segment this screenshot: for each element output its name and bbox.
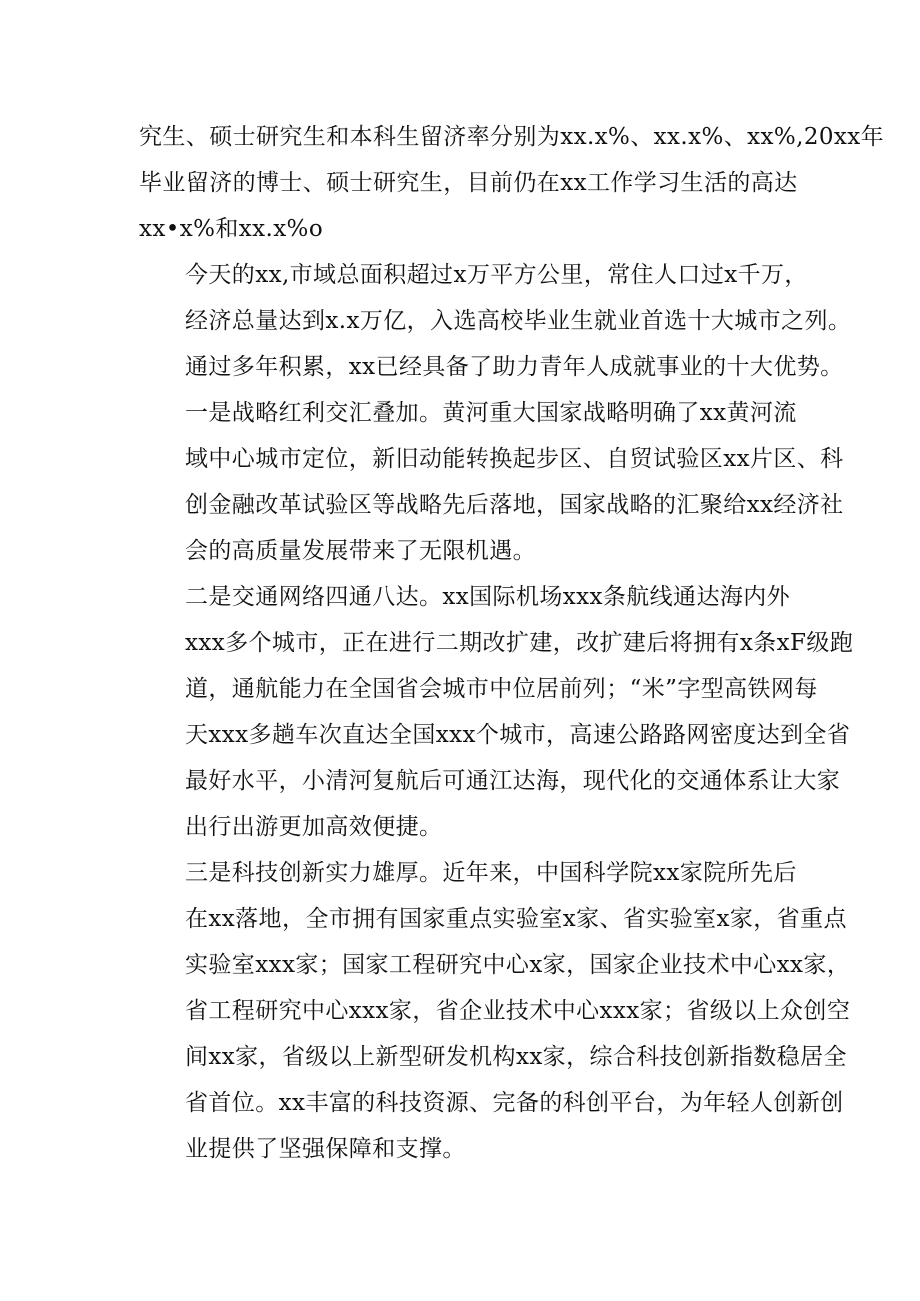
document-body — [139, 114, 885, 1172]
text-line: 间xx家，省级以上新型研发机构xx家，综合科技创新指数稳居全 — [185, 1044, 847, 1070]
text-line: 经济总量达到x.x万亿，入选高校毕业生就业首选十大城市之列。 — [185, 308, 852, 334]
paragraph-science-innovation — [139, 850, 851, 1172]
text-line: 三是科技创新实力雄厚。近年来，中国科学院xx家院所先后 — [185, 860, 797, 886]
text-line: 在xx落地，全市拥有国家重点实验室x家、省实验室x家，省重点 — [185, 906, 847, 932]
text-line: 道，通航能力在全国省会城市中位居前列；“米”字型高铁网每 — [185, 676, 818, 702]
text-line: 最好水平，小清河复航后可通江达海，现代化的交通体系让大家 — [185, 768, 841, 794]
text-line: 通过多年积累，xx已经具备了助力青年人成就事业的十大优势。 — [185, 354, 844, 380]
text-line: 实验室xxx家；国家工程研究中心x家，国家企业技术中心xx家， — [185, 952, 851, 978]
text-line: 创金融改革试验区等战略先后落地，国家战略的汇聚给xx经济社 — [185, 492, 844, 518]
text-line: 出行出游更加高效便捷。 — [185, 814, 443, 840]
paragraph-retention-rates — [139, 114, 885, 252]
paragraph-city-overview — [139, 252, 852, 390]
text-line: 二是交通网络四通八达。xx国际机场xxx条航线通达海内外 — [185, 584, 791, 610]
text-line: 毕业留济的博士、硕士研究生，目前仍在xx工作学习生活的高达 — [139, 170, 798, 196]
text-line: 业提供了坚强保障和支撑。 — [185, 1136, 466, 1162]
text-line: 究生、硕士研究生和本科生留济率分别为xx.x%、xx.x%、xx%,20xx年 — [139, 124, 885, 150]
text-line: 省首位。xx丰富的科技资源、完备的科创平台，为年轻人创新创 — [185, 1090, 844, 1116]
text-line: 一是战略红利交汇叠加。黄河重大国家战略明确了xx黄河流 — [185, 400, 797, 426]
text-line: 天xxx多趟车次直达全国xxx个城市，高速公路路网密度达到全省 — [185, 722, 851, 748]
text-line: 今天的xx,市域总面积超过x万平方公里，常住人口过x千万， — [185, 262, 808, 288]
paragraph-strategic-advantage — [139, 390, 844, 574]
paragraph-transport-network — [139, 574, 854, 850]
text-line: 会的高质量发展带来了无限机遇。 — [185, 538, 536, 564]
text-line: xx•x%和xx.x%o — [139, 216, 324, 242]
text-line: 省工程研究中心xxx家，省企业技术中心xxx家；省级以上众创空 — [185, 998, 851, 1024]
text-line: 域中心城市定位，新旧动能转换起步区、自贸试验区xx片区、科 — [185, 446, 844, 472]
text-line: xxx多个城市，正在进行二期改扩建，改扩建后将拥有x条xF级跑 — [185, 630, 854, 656]
